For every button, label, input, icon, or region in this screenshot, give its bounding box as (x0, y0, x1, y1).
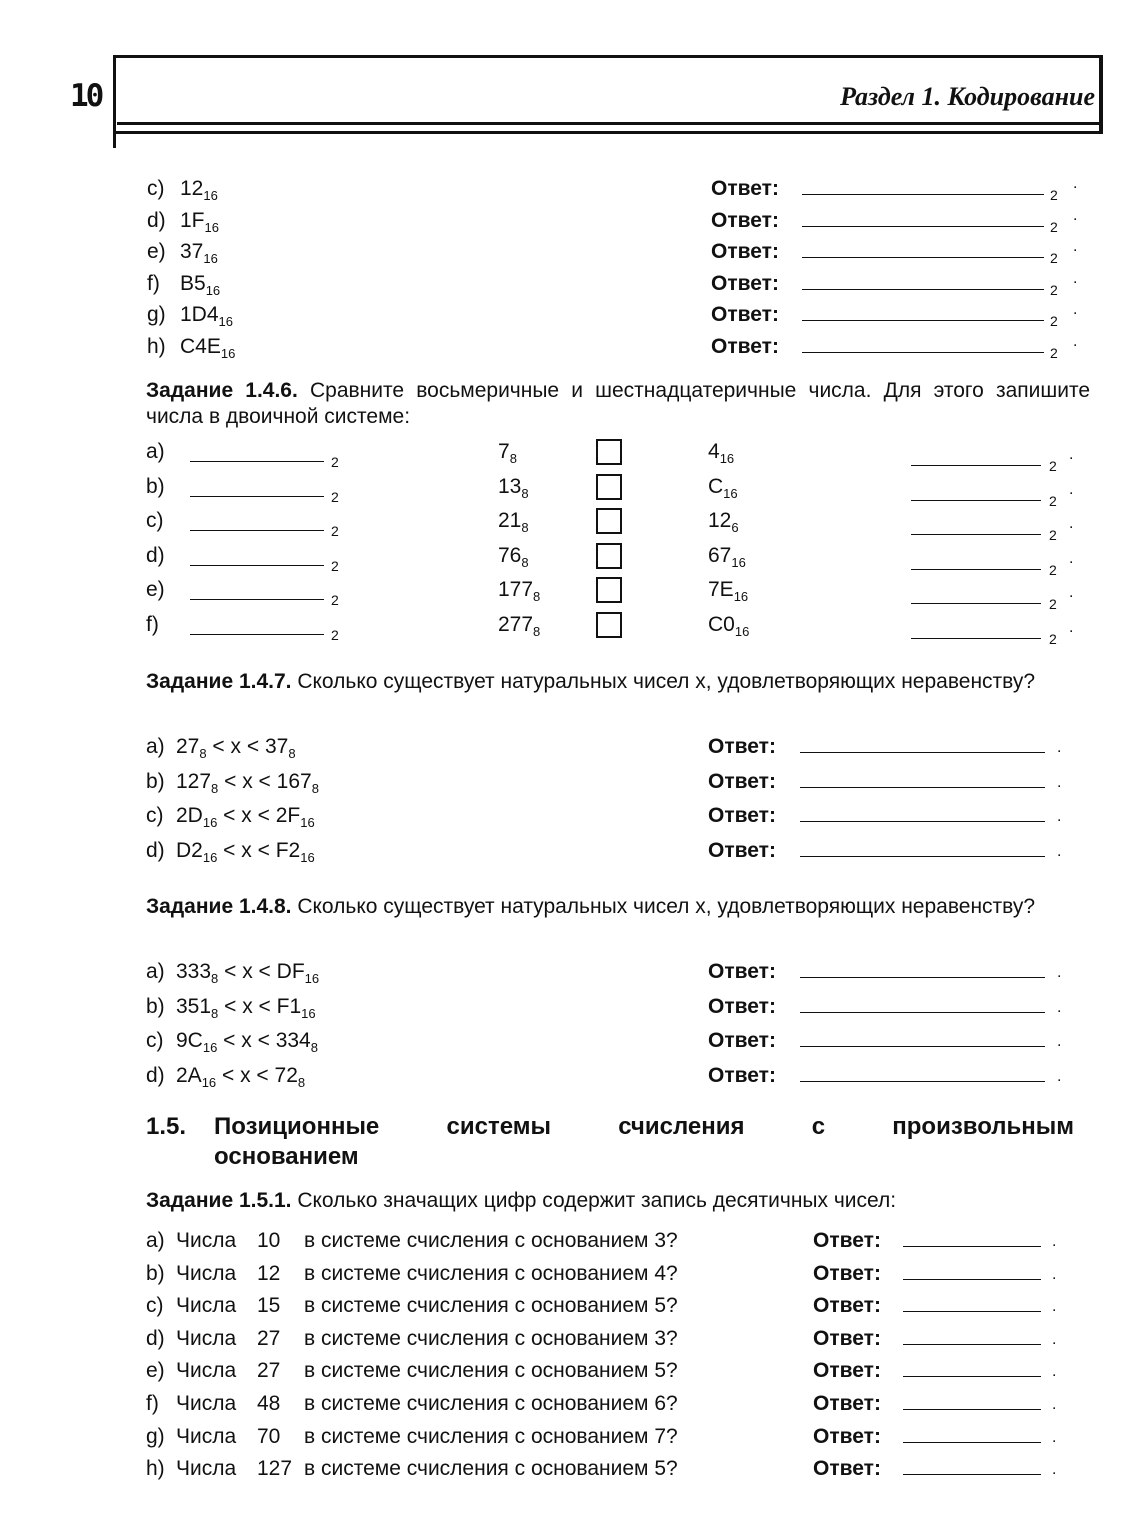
inequality: $127_8 < x < 167_8$ (176, 769, 319, 796)
list-item (0, 300, 1133, 330)
inequality-base-b: 16 (300, 815, 315, 830)
task-147-text (146, 669, 1090, 695)
item-letter: c) (146, 804, 164, 827)
question-mark: ? (666, 1326, 678, 1350)
question-mark: ? (666, 1229, 678, 1252)
question-mark: ? (666, 1261, 678, 1285)
answer-line (802, 194, 1044, 195)
binary-base-left: 2 (331, 523, 339, 540)
item-letter: g) (147, 303, 166, 326)
word-numbers: Числа (176, 1457, 237, 1481)
item-number-base: 16 (204, 219, 219, 235)
compare-row (0, 610, 1133, 647)
binary-line-left (190, 530, 324, 531)
binary-line-left (190, 634, 324, 635)
question-mark: ? (666, 1392, 678, 1415)
binary-base-right: 2 (1049, 492, 1057, 509)
word-numbers: Числа (176, 1359, 237, 1383)
binary-base-left: 2 (331, 627, 339, 643)
binary-line-left (190, 599, 324, 600)
inequality: $9C_{16} < x < 334_8$ (176, 1029, 318, 1055)
base-number: 4 (654, 1261, 666, 1285)
question-phrase (304, 1422, 678, 1452)
binary-line-left (190, 496, 324, 497)
binary-base-right: 2 (1049, 596, 1057, 613)
answer-base-2: 2 (1050, 218, 1058, 235)
item-number-base: 16 (220, 345, 236, 361)
base-number: 6 (654, 1392, 666, 1415)
decimal-number: 12 (257, 1261, 281, 1285)
item-letter: d) (146, 838, 165, 862)
answer-label: Ответ: (708, 1063, 776, 1087)
task-146-body: Сравните восьмеричные и шестнадцатеричные числа. Для этого запишите числа в двоичной системе: (146, 379, 1091, 428)
inequality-mid: < x < (217, 804, 276, 827)
digits-row (0, 1454, 1133, 1484)
answer-line (903, 1279, 1041, 1280)
inequality-row (0, 801, 1133, 831)
decimal-number: 48 (257, 1392, 281, 1415)
hex-number-base: 16 (719, 451, 735, 466)
task-148-title: Задание 1.4.8. (146, 895, 292, 918)
base-number: 5 (654, 1457, 666, 1481)
period: . (1052, 1363, 1057, 1381)
binary-line-left (190, 565, 324, 566)
answer-line (802, 289, 1044, 290)
inequality-base-a: 16 (201, 1074, 217, 1090)
answer-base-2: 2 (1050, 281, 1058, 298)
item-letter: c) (147, 177, 165, 200)
answer-line (800, 1012, 1045, 1013)
period: . (1052, 1298, 1057, 1316)
inequality-mid: < x < (206, 735, 265, 758)
octal-number: $76_8$ (498, 543, 529, 570)
compare-box (596, 577, 622, 603)
item-number-base: 16 (218, 314, 233, 329)
item-letter: a) (146, 735, 165, 758)
answer-label: Ответ: (708, 735, 776, 758)
list-item (0, 269, 1133, 299)
answer-line (802, 257, 1044, 258)
inequality-base-b: 8 (311, 780, 319, 796)
decimal-number: 127 (257, 1457, 293, 1481)
item-number: $C4E_{16}$ (180, 334, 236, 361)
answer-label: Ответ: (708, 994, 776, 1018)
decimal-number: 27 (257, 1359, 281, 1383)
inequality-row (0, 1026, 1133, 1056)
octal-number-base: 8 (521, 485, 529, 501)
octal-number: $177_8$ (498, 578, 541, 605)
decimal-number: 27 (257, 1326, 281, 1350)
inequality: $2A_{16} < x < 72_8$ (176, 1063, 306, 1090)
octal-number-base: 8 (509, 451, 517, 466)
answer-label: Ответ: (711, 334, 779, 358)
item-number-base: 16 (205, 282, 221, 298)
period: . (1057, 1067, 1062, 1085)
inequality: $27_8 < x < 37_8$ (176, 735, 296, 761)
compare-box (596, 612, 622, 638)
list-item (0, 174, 1133, 204)
question-text: в системе счисления с основанием (304, 1261, 655, 1285)
answer-label: Ответ: (813, 1392, 881, 1415)
binary-base-left: 2 (331, 488, 339, 505)
task-147-body: Сколько существует натуральных чисел x, удовлетворяющих неравенству? (297, 670, 1036, 693)
period: . (1052, 1396, 1057, 1413)
period: . (1069, 480, 1074, 498)
item-letter: c) (146, 509, 164, 533)
decimal-number: 15 (257, 1294, 281, 1318)
answer-line (800, 821, 1045, 822)
period: . (1073, 175, 1078, 192)
answer-label: Ответ: (711, 240, 779, 263)
question-phrase (304, 1454, 678, 1484)
answer-line (800, 1081, 1045, 1082)
answer-label: Ответ: (708, 769, 776, 793)
answer-label: Ответ: (813, 1424, 881, 1448)
answer-label: Ответ: (813, 1294, 881, 1318)
answer-label: Ответ: (813, 1261, 881, 1285)
inequality-mid: < x < (217, 838, 276, 862)
item-letter: b) (146, 994, 165, 1018)
inequality-row (0, 836, 1133, 866)
item-letter: c) (146, 1029, 164, 1052)
item-letter: b) (146, 1261, 165, 1285)
decimal-number: 10 (257, 1229, 281, 1252)
question-phrase (304, 1291, 678, 1321)
item-letter: a) (146, 960, 165, 983)
period: . (1057, 739, 1062, 756)
period: . (1057, 964, 1062, 981)
item-letter: b) (146, 474, 165, 498)
period: . (1069, 619, 1074, 636)
inequality: $333_8 < x < DF_{16}$ (176, 960, 320, 986)
inequality-base-b: 16 (304, 971, 320, 986)
hex-number-base: 16 (733, 589, 749, 605)
item-number: $1D4_{16}$ (180, 303, 233, 329)
item-letter: e) (146, 578, 165, 602)
compare-box (596, 439, 622, 465)
item-number: $37_{16}$ (180, 240, 218, 266)
answer-label: Ответ: (813, 1457, 881, 1481)
period: . (1057, 842, 1062, 860)
inequality-base-a: 8 (211, 1005, 219, 1021)
inequality-base-a: 16 (202, 815, 218, 830)
item-number-base: 16 (203, 188, 218, 203)
period: . (1069, 515, 1074, 533)
word-numbers: Числа (176, 1229, 237, 1252)
binary-line-right (911, 569, 1041, 570)
answer-line (800, 856, 1045, 857)
question-phrase (304, 1226, 678, 1256)
period: . (1057, 1033, 1062, 1050)
answer-base-2: 2 (1050, 313, 1058, 329)
period: . (1052, 1461, 1057, 1479)
question-text: в системе счисления с основанием (304, 1326, 655, 1350)
inequality: $351_8 < x < F1_{16}$ (176, 994, 316, 1021)
inequality-base-b: 8 (297, 1074, 306, 1090)
answer-line (903, 1344, 1041, 1345)
word-numbers: Числа (176, 1424, 237, 1448)
period: . (1057, 998, 1062, 1016)
item-number: $12_{16}$ (180, 177, 218, 203)
octal-number: $277_8$ (498, 613, 541, 639)
answer-line (800, 1046, 1045, 1047)
list-item (0, 332, 1133, 362)
hex-number: $12_6$ (708, 509, 739, 536)
answer-line (802, 226, 1044, 227)
period: . (1073, 332, 1078, 350)
hex-number-base: 16 (734, 624, 750, 639)
inequality-base-b: 16 (300, 849, 315, 865)
binary-line-right (911, 465, 1041, 466)
digits-row (0, 1291, 1133, 1321)
octal-number-base: 8 (521, 520, 529, 536)
answer-base-2: 2 (1050, 344, 1058, 361)
inequality: $D2_{16} < x < F2_{16}$ (176, 838, 315, 865)
period: . (1052, 1330, 1057, 1348)
item-letter: f) (147, 271, 160, 295)
question-text: в системе счисления с основанием (304, 1229, 655, 1252)
question-phrase (304, 1356, 678, 1386)
item-number: $B5_{16}$ (180, 271, 221, 298)
compare-box (596, 508, 622, 534)
answer-line (800, 787, 1045, 788)
question-mark: ? (666, 1359, 678, 1383)
inequality-base-b: 8 (288, 746, 296, 761)
binary-base-left: 2 (331, 454, 339, 470)
inequality-row (0, 1061, 1133, 1091)
answer-line (903, 1246, 1041, 1247)
hex-number: $7E_{16}$ (708, 578, 749, 605)
inequality-base-b: 16 (301, 1005, 316, 1021)
compare-row (0, 575, 1133, 613)
word-numbers: Числа (176, 1326, 237, 1350)
inequality-base-b: 8 (310, 1040, 318, 1055)
compare-box (596, 474, 622, 500)
inequality-mid: < x < (218, 960, 277, 983)
answer-line (800, 752, 1045, 753)
octal-number: $13_8$ (498, 474, 529, 501)
item-letter: c) (146, 1294, 164, 1318)
section-title-line1: Позиционные системы счисления с произвольным (214, 1113, 1074, 1140)
section-title-line2: основанием (214, 1143, 359, 1170)
answer-line (903, 1376, 1041, 1377)
item-letter: e) (146, 1359, 165, 1383)
inequality-mid: < x < (216, 1063, 275, 1087)
octal-number-base: 8 (533, 624, 541, 639)
question-text: в системе счисления с основанием (304, 1294, 655, 1318)
inequality: $2D_{16} < x < 2F_{16}$ (176, 804, 315, 830)
answer-label: Ответ: (711, 271, 779, 295)
binary-base-right: 2 (1049, 527, 1057, 544)
section-number: 1.5. (146, 1113, 187, 1140)
octal-number-base: 8 (521, 554, 529, 570)
inequality-base-a: 16 (202, 849, 218, 865)
hex-number: $4_{16}$ (708, 440, 735, 466)
compare-row (0, 506, 1133, 544)
digits-row (0, 1356, 1133, 1386)
period: . (1052, 1428, 1057, 1446)
base-number: 7 (654, 1424, 666, 1448)
period: . (1069, 549, 1074, 567)
item-letter: a) (146, 1229, 165, 1252)
item-letter: h) (146, 1457, 165, 1481)
task-151-text (146, 1188, 1090, 1214)
task-151-title: Задание 1.5.1. (146, 1189, 292, 1212)
hex-number-base: 6 (731, 520, 739, 536)
item-letter: d) (146, 1063, 165, 1087)
answer-line (903, 1409, 1041, 1410)
compare-row (0, 541, 1133, 578)
inequality-base-a: 8 (211, 971, 219, 986)
question-text: в системе счисления с основанием (304, 1424, 655, 1448)
binary-line-right (911, 500, 1041, 501)
decimal-number: 70 (257, 1424, 281, 1448)
answer-line (903, 1311, 1041, 1312)
binary-line-right (911, 603, 1041, 604)
question-text: в системе счисления с основанием (304, 1457, 655, 1481)
question-mark: ? (666, 1424, 678, 1448)
answer-label: Ответ: (813, 1326, 881, 1350)
item-letter: f) (146, 613, 159, 636)
question-mark: ? (666, 1457, 678, 1481)
period: . (1073, 206, 1078, 224)
period: . (1057, 808, 1062, 825)
digits-row (0, 1259, 1133, 1289)
hex-number: $C0_{16}$ (708, 613, 750, 639)
item-letter: a) (146, 440, 165, 463)
period: . (1073, 238, 1078, 255)
period: . (1073, 301, 1078, 318)
answer-label: Ответ: (711, 177, 779, 200)
item-letter: e) (147, 240, 166, 263)
item-letter: g) (146, 1424, 165, 1448)
inequality-base-a: 16 (202, 1040, 218, 1055)
digits-row (0, 1324, 1133, 1354)
binary-base-right: 2 (1049, 561, 1057, 578)
binary-base-right: 2 (1049, 631, 1057, 647)
question-phrase (304, 1324, 678, 1354)
answer-line (802, 352, 1044, 353)
digits-row (0, 1422, 1133, 1452)
hex-number-base: 16 (723, 485, 738, 501)
answer-label: Ответ: (711, 208, 779, 232)
question-phrase (304, 1389, 678, 1419)
answer-label: Ответ: (708, 960, 776, 983)
binary-base-right: 2 (1049, 458, 1057, 474)
inequality-row (0, 992, 1133, 1022)
inequality-row (0, 767, 1133, 797)
task-148-body: Сколько существует натуральных чисел x, удовлетворяющих неравенству? (297, 895, 1036, 918)
digits-row (0, 1226, 1133, 1256)
compare-row (0, 472, 1133, 509)
base-number: 5 (654, 1294, 666, 1318)
word-numbers: Числа (176, 1261, 237, 1285)
compare-box (596, 543, 622, 569)
period: . (1057, 773, 1062, 791)
octal-number: $21_8$ (498, 509, 529, 536)
base-number: 5 (654, 1359, 666, 1383)
answer-base-2: 2 (1050, 250, 1058, 266)
answer-line (903, 1474, 1041, 1475)
task-146-title: Задание 1.4.6. (146, 379, 298, 402)
digits-row (0, 1389, 1133, 1419)
item-number: $1F_{16}$ (180, 208, 219, 235)
inequality-row (0, 732, 1133, 762)
header-tick (113, 134, 116, 148)
answer-line (800, 977, 1045, 978)
base-number: 3 (654, 1326, 666, 1350)
binary-line-right (911, 534, 1041, 535)
period: . (1052, 1233, 1057, 1250)
word-numbers: Числа (176, 1392, 237, 1415)
item-letter: d) (147, 208, 166, 232)
hex-number: $67_{16}$ (708, 543, 746, 570)
task-151-body: Сколько значащих цифр содержит запись десятичных чисел: (297, 1189, 897, 1212)
page-number: 10 (70, 78, 102, 114)
binary-line-right (911, 638, 1041, 639)
list-item (0, 206, 1133, 236)
answer-label: Ответ: (813, 1359, 881, 1383)
item-number-base: 16 (203, 251, 218, 266)
inequality-mid: < x < (217, 1029, 276, 1052)
answer-base-2: 2 (1050, 187, 1058, 203)
period: . (1069, 446, 1074, 463)
hex-number-base: 16 (731, 554, 746, 570)
binary-base-left: 2 (331, 557, 339, 574)
answer-line (802, 320, 1044, 321)
list-item (0, 237, 1133, 267)
task-147-title: Задание 1.4.7. (146, 670, 292, 693)
inequality-mid: < x < (218, 994, 277, 1018)
question-mark: ? (666, 1294, 678, 1318)
item-letter: b) (146, 769, 165, 793)
inequality-base-a: 8 (211, 780, 219, 796)
answer-label: Ответ: (813, 1229, 881, 1252)
inequality-mid: < x < (218, 769, 277, 793)
binary-base-left: 2 (331, 592, 339, 609)
period: . (1069, 584, 1074, 602)
section-title: Раздел 1. Кодирование (840, 82, 1095, 111)
item-letter: f) (146, 1392, 159, 1415)
task-148-text (146, 894, 1090, 920)
word-numbers: Числа (176, 1294, 237, 1318)
period: . (1073, 269, 1078, 287)
period: . (1052, 1265, 1057, 1283)
binary-line-left (190, 461, 324, 462)
task-146-text (146, 378, 1090, 430)
question-text: в системе счисления с основанием (304, 1359, 655, 1383)
inequality-base-a: 8 (199, 746, 207, 761)
item-letter: d) (146, 543, 165, 567)
answer-label: Ответ: (711, 303, 779, 326)
answer-label: Ответ: (708, 838, 776, 862)
answer-label: Ответ: (708, 804, 776, 827)
inequality-row (0, 957, 1133, 987)
item-letter: d) (146, 1326, 165, 1350)
octal-number-base: 8 (533, 589, 541, 605)
hex-number: $C_{16}$ (708, 474, 738, 501)
question-phrase (304, 1259, 678, 1289)
compare-row (0, 437, 1133, 474)
base-number: 3 (654, 1229, 666, 1252)
answer-label: Ответ: (708, 1029, 776, 1052)
octal-number: $7_8$ (498, 440, 517, 466)
item-letter: h) (147, 334, 166, 358)
answer-line (903, 1442, 1041, 1443)
question-text: в системе счисления с основанием (304, 1392, 655, 1415)
